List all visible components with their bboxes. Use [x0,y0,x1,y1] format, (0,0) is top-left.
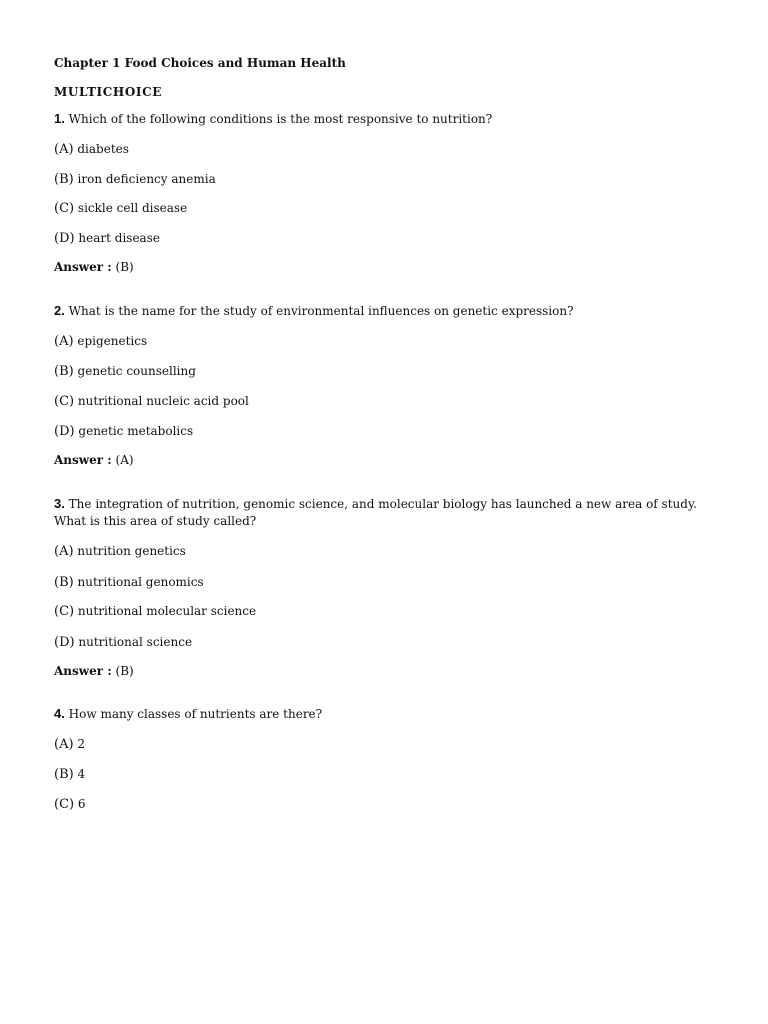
option-b [54,171,216,188]
question-number: 3. [54,496,65,511]
answer-line [54,452,134,468]
option-text: 6 [77,797,86,811]
answer-value: (A) [115,453,134,467]
option-letter: (D) [54,231,75,246]
option-text: sickle cell disease [77,201,188,215]
option-letter: (A) [54,334,74,349]
option-letter: (A) [54,737,74,752]
question-2 [54,303,574,319]
option-text: genetic counselling [77,364,196,378]
option-letter: (B) [54,364,74,379]
question-1 [54,111,492,127]
option-text: 2 [77,737,86,751]
option-text: nutritional molecular science [77,604,257,618]
option-letter: (C) [54,201,75,216]
answer-label: Answer : [54,664,112,678]
option-text: iron deficiency anemia [77,172,216,186]
option-text: nutrition genetics [77,544,186,558]
option-letter: (C) [54,394,75,409]
answer-line [54,259,134,275]
option-c [54,603,256,620]
option-d [54,423,193,440]
question-text-continued: What is this area of study called? [54,514,257,528]
section-heading: MULTICHOICE [54,85,163,99]
option-letter: (C) [54,797,75,812]
option-text: nutritional genomics [77,575,204,589]
question-text: The integration of nutrition, genomic science, and molecular biology has launched a new area of study. [68,497,697,511]
option-c [54,393,249,410]
option-text: epigenetics [77,334,148,348]
answer-value: (B) [115,260,134,274]
question-text: How many classes of nutrients are there? [68,707,323,721]
option-c [54,796,86,813]
option-d [54,634,192,651]
question-number: 4. [54,706,65,721]
option-c [54,200,187,217]
chapter-title: Chapter 1 Food Choices and Human Health [54,56,346,70]
option-letter: (C) [54,604,75,619]
option-a [54,141,129,158]
option-text: nutritional nucleic acid pool [77,394,249,408]
option-letter: (D) [54,635,75,650]
option-a [54,333,147,350]
option-b [54,766,85,783]
question-number: 2. [54,303,65,318]
option-a [54,543,186,560]
option-text: heart disease [78,231,160,245]
option-b [54,363,196,380]
answer-label: Answer : [54,453,112,467]
option-a [54,736,85,753]
option-d [54,230,160,247]
option-text: nutritional science [78,635,193,649]
question-text: What is the name for the study of environmental influences on genetic expression? [68,304,574,318]
option-letter: (B) [54,767,74,782]
option-text: diabetes [77,142,129,156]
option-text: 4 [77,767,86,781]
option-letter: (B) [54,172,74,187]
answer-line [54,663,134,679]
option-letter: (A) [54,142,74,157]
answer-value: (B) [115,664,134,678]
option-letter: (D) [54,424,75,439]
option-letter: (B) [54,575,74,590]
option-text: genetic metabolics [78,424,194,438]
question-text: Which of the following conditions is the most responsive to nutrition? [68,112,493,126]
question-4 [54,706,322,722]
option-letter: (A) [54,544,74,559]
question-number: 1. [54,111,65,126]
question-3 [54,496,697,512]
answer-label: Answer : [54,260,112,274]
option-b [54,574,204,591]
